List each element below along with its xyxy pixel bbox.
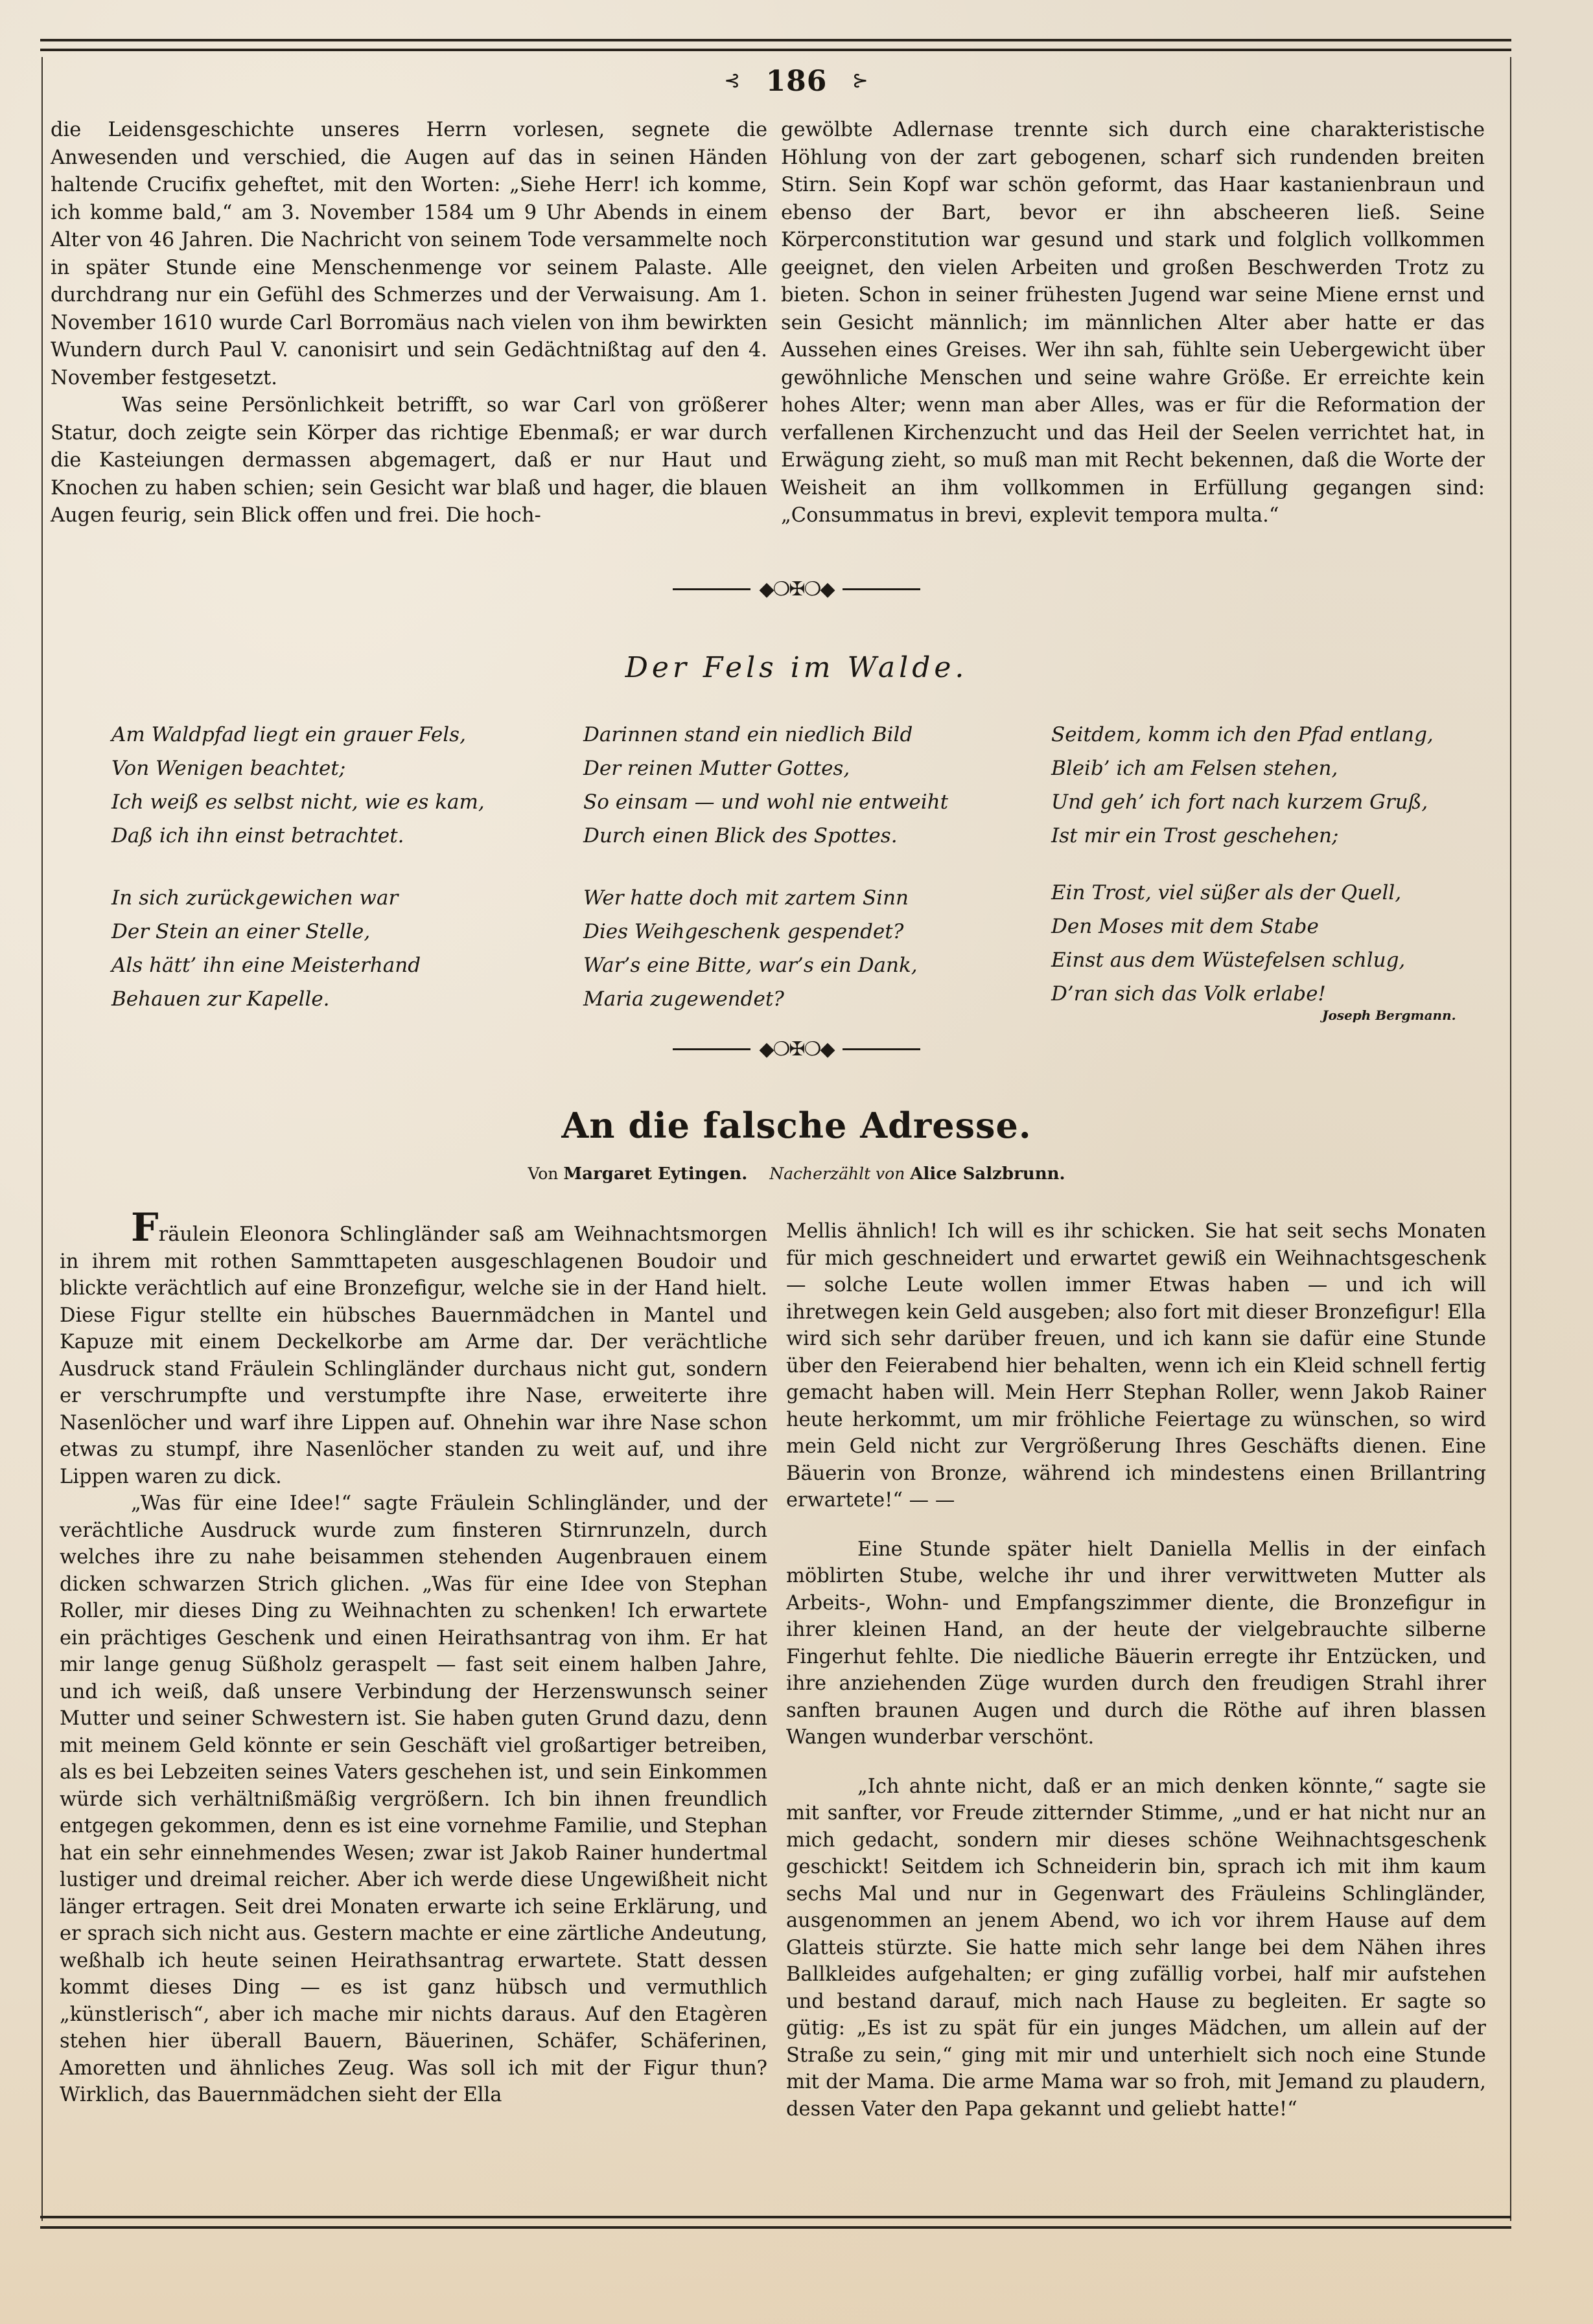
poem-line: Wer hatte doch mit zartem Sinn	[583, 886, 909, 910]
poem-line: Der reinen Mutter Gottes,	[583, 757, 850, 780]
poem-line: Dies Weihgeschenk gespendet?	[583, 920, 904, 943]
poem-line: So einsam — und wohl nie entweiht	[583, 790, 949, 814]
paragraph: „Ich ahnte nicht, daß er an mich denken könnte,“ sagte sie mit sanfter, vor Freude zitternder Stimme, „und er hat nicht nur an mich gedacht, sondern mir dieses schöne Weihnachtsgeschenk geschickt! Seitdem ich Schneiderin bin, sprach ich mit ihm kaum sechs Mal und nur in Gegenwart des Fräuleins Schlingländer, ausgenommen an jenem Abend, wo ich vor ihrem Hause auf dem Glatteis stürzte. Sie hatte mich sehr lange bei dem Nähen ihres Ballkleides aufgehalten; er ging zufällig vorbei, half mir aufstehen und bestand darauf, mich nach Hause zu begleiten. Er sagte so gütig: „Es ist zu spät für ein junges Mädchen, um allein auf der Straße zu sein,“ ging mit mir und unterhielt sich noch eine Stunde mit der Mama. Die arme Mama war so froh, mit Jemand zu plaudern, dessen Vater den Papa gekannt und geliebt hatte!“	[786, 1775, 1486, 2121]
byline-translator: Alice Salzbrunn.	[910, 1164, 1065, 1184]
paragraph-text: räulein Eleonora Schlingländer saß am Weihnachtsmorgen in ihrem mit rothen Sammttapeten ausgeschlagenen Boudoir und blickte verächtlich auf eine Bronzefigur, welche sie in der Hand hielt. Diese Figur stellte ein hübsches Bauernmädchen in Mantel und Kapuze mit einem Deckelkorbe am Arme dar. Der verächtliche Ausdruck stand Fräulein Schlingländer durchaus nicht gut, sondern er verschrumpfte und verstumpfte ihre Nase, erweiterte ihre Nasenlöcher und warf ihre Lippen auf. Ohnehin war ihre Nase schon etwas zu stumpf, ihre Nasenlöcher standen zu weit auf, und ihre Lippen waren zu dick.	[60, 1223, 767, 1488]
poem-line: Daß ich ihn einst betrachtet.	[111, 824, 404, 847]
poem-stanza	[111, 718, 485, 853]
poem-line: Behauen zur Kapelle.	[111, 987, 330, 1011]
poem-line: Einst aus dem Wüstefelsen schlug,	[1051, 949, 1406, 972]
story-right-column	[786, 1218, 1486, 2123]
poem-author: Joseph Bergmann.	[1322, 1007, 1456, 1023]
poem-stanza	[1051, 718, 1434, 853]
poem-line: Bleib’ ich am Felsen stehen,	[1051, 757, 1338, 780]
poem-line: Seitdem, komm ich den Pfad entlang,	[1051, 723, 1434, 746]
poem-line: Den Moses mit dem Stabe	[1051, 915, 1319, 938]
poem-line: Ist mir ein Trost geschehen;	[1051, 824, 1339, 847]
ornament-left-icon: ⊰	[724, 69, 741, 92]
poem-line: Ein Trost, viel süßer als der Quell,	[1051, 881, 1402, 904]
paragraph: Eine Stunde später hielt Daniella Mellis in der einfach möblirten Stube, welche ihr und ihrer verwittweten Mutter als Arbeits-, Wohn- und Empfangszimmer diente, die Bronzefigur in ihrer kleinen Hand, an der heute der vielgebrauchte silberne Fingerhut fehlte. Die niedliche Bäuerin erregte ihr Entzücken, und ihre anziehenden Züge wurden durch den freudigen Strahl ihrer sanften braunen Augen und durch die Röthe auf ihren blassen Wangen wunderbar verschönt.	[786, 1537, 1486, 1749]
poem-line: War’s eine Bitte, war’s ein Dank,	[583, 954, 918, 977]
divider-line-left	[673, 1048, 750, 1050]
poem-line: Von Wenigen beachtet;	[111, 757, 346, 780]
paragraph: Mellis ähnlich! Ich will es ihr schicken. Sie hat seit sechs Monaten für mich geschneidert und erwartet gewiß ein Weihnachtsgeschenk — solche Leute wollen immer Etwas haben — und ich will ihretwegen kein Geld ausgeben; also fort mit dieser Bronzefigur! Ella wird sich sehr darüber freuen, und ich kann sie dafür eine Stunde über den Feierabend hier behalten, wenn ich ein Kleid schnell fertig gemacht haben will. Mein Herr Stephan Roller, wenn Jakob Rainer heute herkommt, um mir fröhliche Feiertage zu wünschen, so wird mein Geld nicht zur Vergrößerung Ihres Geschäfts dienen. Eine Bäuerin von Bronze, während ich mindestens einen Brillantring erwartete!“ — —	[786, 1220, 1486, 1512]
ornament-knot-icon: ◆❍✠❍◆	[759, 577, 834, 601]
drop-cap: F	[131, 1205, 159, 1250]
divider-line-left	[673, 588, 750, 590]
top-border-rule-outer	[40, 39, 1511, 41]
section-divider	[0, 1037, 1593, 1061]
story-byline	[0, 1164, 1593, 1184]
divider-line-right	[843, 1048, 920, 1050]
page-number: 186	[765, 65, 828, 98]
poem-line: Der Stein an einer Stelle,	[111, 920, 371, 943]
byline-author: Margaret Eytingen.	[563, 1164, 748, 1184]
poem-title: Der Fels im Walde.	[625, 651, 968, 684]
poem-stanza	[583, 718, 948, 853]
poem-line: Darinnen stand ein niedlich Bild	[583, 723, 913, 746]
page-number-header	[0, 65, 1593, 98]
poem-stanza	[111, 881, 421, 1016]
poem-line: D’ran sich das Volk erlabe!	[1051, 982, 1326, 1006]
paragraph: Was seine Persönlichkeit betrifft, so war Carl von größerer Statur, doch zeigte sein Körper das richtige Ebenmaß; er war durch die Kasteiungen dermassen abgemagert, daß er nur Haut und Knochen zu haben schien; sein Gesicht war blaß und hager, die blauen Augen feurig, sein Blick offen und frei. Die hoch-	[51, 394, 767, 527]
paragraph	[60, 1205, 767, 1490]
byline-by-prefix: Von	[528, 1164, 559, 1183]
poem-line: Als hätt’ ihn eine Meisterhand	[111, 954, 421, 977]
ornament-right-icon: ⊱	[852, 69, 869, 92]
ornament-knot-icon: ◆❍✠❍◆	[759, 1037, 834, 1061]
bottom-border-rule-outer	[40, 2226, 1511, 2229]
paragraph: „Was für eine Idee!“ sagte Fräulein Schlingländer, und der verächtliche Ausdruck wurde zum finsteren Stirnrunzeln, durch welches ihre zu nahe beisammen stehenden Augenbrauen einem dicken schwarzen Strich glichen. „Was für eine Idee von Stephan Roller, mir dieses Ding zu Weihnachten zu schenken! Ich erwartete ein prächtiges Geschenk und einen Heirathsantrag von ihm. Er hat mir lange genug Süßholz geraspelt — fast seit einem halben Jahre, und ich weiß, daß unsere Verbindung der Herzenswunsch seiner Mutter und seiner Schwestern ist. Sie haben guten Grund dazu, denn mit meinem Geld könnte er sein Geschäft viel großartiger betreiben, als es bei Lebzeiten seines Vaters geschehen ist, und sein Einkommen würde sich verhältnißmäßig vergrößern. Ich bin ihnen freundlich entgegen gekommen, denn es ist eine vornehme Familie, und Stephan hat ein sehr einnehmendes Wesen; zwar ist Jakob Rainer hundertmal lustiger und dreimal reicher. Aber ich werde diese Ungewißheit nicht länger ertragen. Seit drei Monaten erwarte ich seine Erklärung, und er sprach sich nicht aus. Gestern machte er eine zärtliche Andeutung, weßhalb ich heute seinen Heirathsantrag erwartete. Statt dessen kommt dieses Ding — es ist ganz hübsch und vermuthlich „künstlerisch“, aber ich mache mir nichts daraus. Auf den Etagèren stehen hier überall Bauern, Bäuerinen, Schäfer, Schäferinen, Amoretten und ähnliches Zeug. Was soll ich mit der Figur thun? Wirklich, das Bauernmädchen sieht der Ella	[60, 1492, 767, 2106]
top-left-column	[51, 117, 767, 530]
story-title: An die falsche Adresse.	[561, 1105, 1032, 1146]
story-left-column	[60, 1205, 767, 2109]
poem-line: Am Waldpfad liegt ein grauer Fels,	[111, 723, 466, 746]
paragraph: die Leidensgeschichte unseres Herrn vorlesen, segnete die Anwesenden und verschied, die Augen auf das in seinen Händen haltende Crucifix geheftet, mit den Worten: „Siehe Herr! ich komme, ich komme bald,“ am 3. November 1584 um 9 Uhr Abends in einem Alter von 46 Jahren. Die Nachricht von seinem Tode versammelte noch in später Stunde eine Menschenmenge vor seinem Palaste. Alle durchdrang nur ein Gefühl des Schmerzes und der Verwaisung. Am 1. November 1610 wurde Carl Borromäus nach vielen von ihm bewirkten Wundern durch Paul V. canonisirt und sein Gedächtnißtag auf den 4. November festgesetzt.	[51, 119, 767, 389]
poem-line: Und geh’ ich fort nach kurzem Gruß,	[1051, 790, 1428, 814]
divider-line-right	[843, 588, 920, 590]
top-right-column	[781, 117, 1485, 530]
top-border-rule-inner	[40, 49, 1511, 51]
poem-line: Ich weiß es selbst nicht, wie es kam,	[111, 790, 485, 814]
bottom-border-rule-inner	[40, 2216, 1511, 2218]
poem-line: In sich zurückgewichen war	[111, 886, 399, 910]
poem-line: Maria zugewendet?	[583, 987, 784, 1011]
section-divider	[0, 577, 1593, 601]
poem-stanza	[583, 881, 918, 1016]
poem-stanza	[1051, 876, 1405, 1011]
paragraph: gewölbte Adlernase trennte sich durch eine charakteristische Höhlung von der zart gebogenen, scharf sich rundenden breiten Stirn. Sein Kopf war schön geformt, das Haar kastanienbraun und ebenso der Bart, bevor er ihn abscheeren ließ. Seine Körperconstitution war gesund und stark und folglich vollkommen geeignet, den vielen Arbeiten und großen Beschwerden Trotz zu bieten. Schon in seiner frühesten Jugend war seine Miene ernst und sein Gesicht männlich; im männlichen Alter aber hatte er das Aussehen eines Greises. Wer ihn sah, fühlte sein Uebergewicht über gewöhnliche Menschen und seine wahre Größe. Er erreichte kein hohes Alter; wenn man aber Alles, was er für die Reformation der verfallenen Kirchenzucht und das Heil der Seelen verrichtet hat, in Erwägung zieht, so muß man mit Recht bekennen, daß die Worte der Weisheit an ihm vollkommen in Erfüllung gegangen sind: „Consummatus in brevi, explevit tempora multa.“	[781, 119, 1485, 527]
byline-retold-prefix: Nacherzählt von	[769, 1164, 905, 1183]
poem-line: Durch einen Blick des Spottes.	[583, 824, 898, 847]
